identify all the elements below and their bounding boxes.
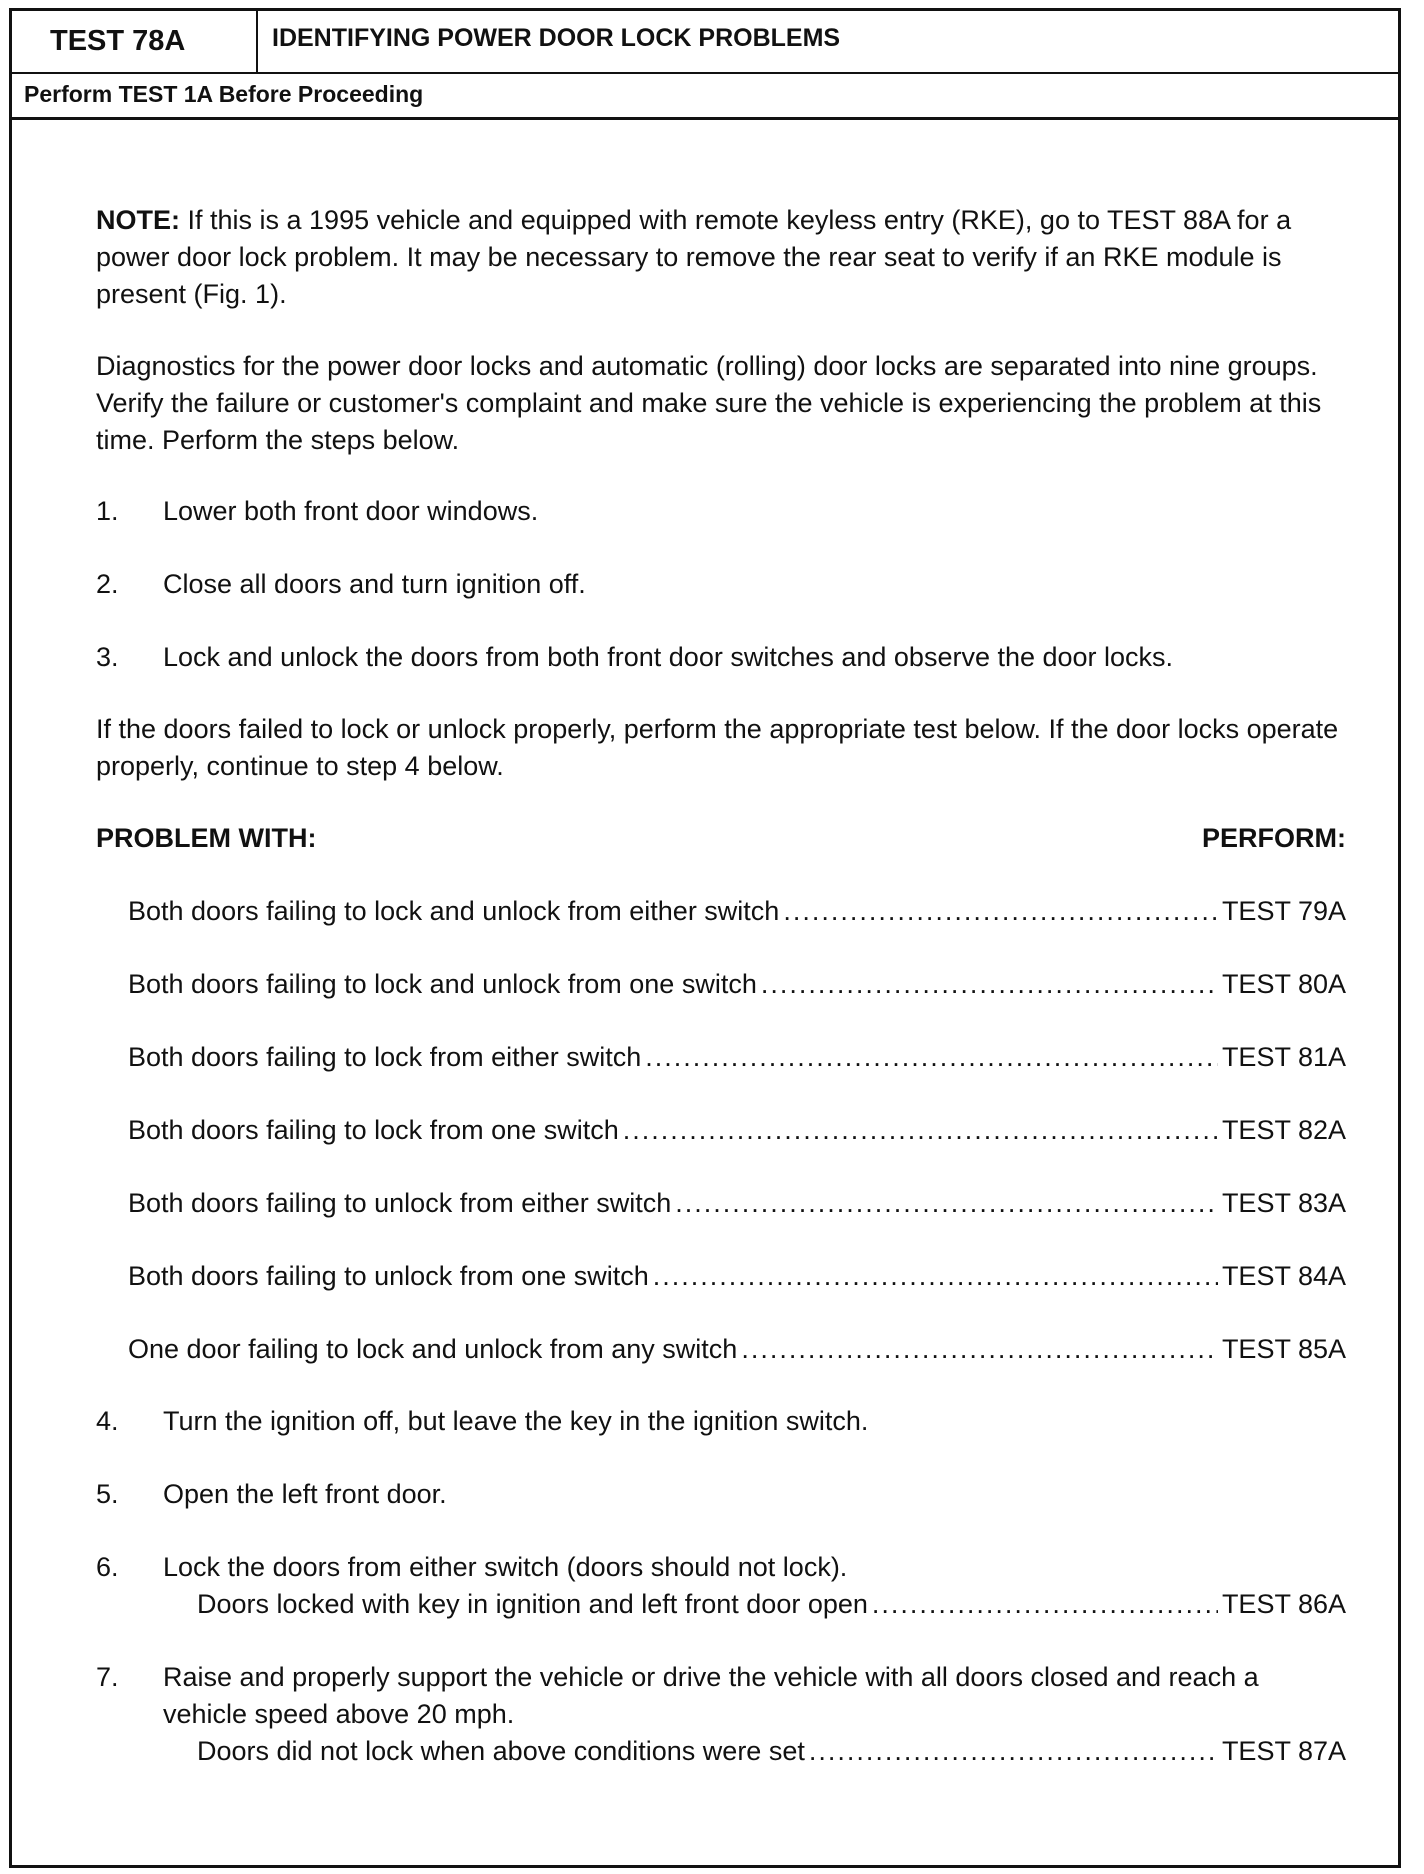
dot-leader: [741, 1331, 1218, 1368]
dot-leader: [675, 1185, 1218, 1222]
problem-text: Both doors failing to lock from one switch: [128, 1115, 619, 1145]
step-number: 7.: [96, 1662, 119, 1692]
problem-text: One door failing to lock and unlock from any switch: [128, 1334, 738, 1364]
dot-leader: [653, 1258, 1218, 1295]
result-text: Doors locked with key in ignition and left front door open: [197, 1589, 868, 1619]
problem-heading: PROBLEM WITH:: [96, 823, 317, 853]
test-reference: TEST 79A: [1221, 896, 1346, 926]
test-reference: TEST 86A: [1221, 1589, 1346, 1619]
problem-row: [128, 1258, 1346, 1295]
step-text: Close all doors and turn ignition off.: [163, 569, 586, 599]
prerequisite-note: Perform TEST 1A Before Proceeding: [12, 74, 1398, 120]
test-reference: TEST 80A: [1221, 969, 1346, 999]
step-text: Turn the ignition off, but leave the key in the ignition switch.: [163, 1406, 869, 1436]
problem-row: [128, 1185, 1346, 1222]
note-paragraph: [96, 202, 1346, 313]
header-row: [12, 11, 1398, 74]
dot-leader: [783, 893, 1218, 930]
intro-paragraph: Diagnostics for the power door locks and automatic (rolling) door locks are separated into nine groups. Verify the failure or customer's complaint and make sure the vehicle is experiencing the problem at this time. Perform the steps below.: [96, 351, 1322, 455]
test-reference: TEST 82A: [1221, 1115, 1346, 1145]
problem-text: Both doors failing to lock and unlock from one switch: [128, 969, 757, 999]
step-number: 5.: [96, 1479, 119, 1509]
test-reference: TEST 85A: [1221, 1334, 1346, 1364]
test-reference: TEST 87A: [1221, 1736, 1346, 1766]
step-text: Lock and unlock the doors from both front door switches and observe the door locks.: [163, 642, 1174, 672]
problem-row: [128, 966, 1346, 1003]
step-6-result: [197, 1586, 1346, 1623]
step-text: Lower both front door windows.: [163, 496, 539, 526]
step-number: 4.: [96, 1406, 119, 1436]
dot-leader: [761, 966, 1218, 1003]
dot-leader: [872, 1586, 1218, 1623]
problem-row: [128, 1331, 1346, 1368]
perform-heading: PERFORM:: [1202, 823, 1346, 853]
problem-text: Both doors failing to unlock from either switch: [128, 1188, 672, 1218]
step-text: Open the left front door.: [163, 1479, 447, 1509]
note-text: If this is a 1995 vehicle and equipped with remote keyless entry (RKE), go to TEST 88A for a power door lock problem. It may be necessary to remove the rear seat to verify if an RKE module is present (Fig. 1).: [96, 205, 1292, 309]
test-reference: TEST 84A: [1221, 1261, 1346, 1291]
test-id: TEST 78A: [12, 11, 258, 72]
condition-paragraph: If the doors failed to lock or unlock properly, perform the appropriate test below. If the door locks operate properly, continue to step 4 below.: [96, 714, 1339, 781]
step-number: 6.: [96, 1552, 119, 1582]
test-reference: TEST 81A: [1221, 1042, 1346, 1072]
test-title: IDENTIFYING POWER DOOR LOCK PROBLEMS: [272, 24, 841, 52]
problem-row: [128, 1112, 1346, 1149]
result-text: Doors did not lock when above conditions were set: [197, 1736, 805, 1766]
problem-text: Both doors failing to lock from either switch: [128, 1042, 642, 1072]
dot-leader: [809, 1733, 1218, 1770]
step-text: Raise and properly support the vehicle or drive the vehicle with all doors closed and reach a vehicle speed above 20 mph.: [163, 1662, 1259, 1729]
step-text: Lock the doors from either switch (doors should not lock).: [163, 1552, 848, 1582]
step-7-result: [197, 1733, 1346, 1770]
problem-text: Both doors failing to unlock from one switch: [128, 1261, 649, 1291]
step-number: 2.: [96, 569, 119, 599]
test-reference: TEST 83A: [1221, 1188, 1346, 1218]
document-frame: [9, 8, 1401, 1868]
problem-row: [128, 1039, 1346, 1076]
problem-text: Both doors failing to lock and unlock from either switch: [128, 896, 780, 926]
dot-leader: [623, 1112, 1218, 1149]
step-number: 3.: [96, 642, 119, 672]
step-number: 1.: [96, 496, 119, 526]
problem-row: [128, 893, 1346, 930]
dot-leader: [645, 1039, 1218, 1076]
note-label: NOTE:: [96, 205, 180, 235]
